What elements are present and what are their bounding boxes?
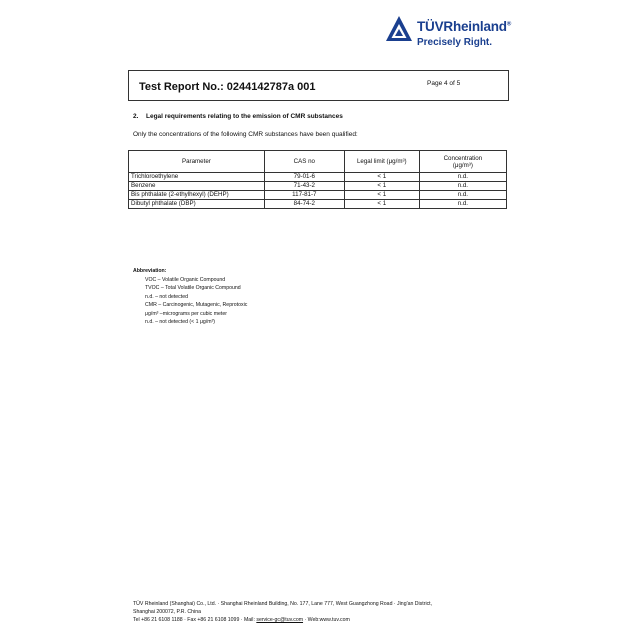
- cell-concentration: n.d.: [419, 191, 506, 200]
- footer-email-link[interactable]: service-gc@tuv.com: [256, 617, 304, 623]
- cmr-substances-table: [128, 150, 507, 209]
- footer-contact: Tel +86 21 6108 1188 · Fax +86 21 6108 1099 · Mail: service-gc@tuv.com · Web:www.tuv.com: [133, 617, 350, 623]
- table-row: [129, 173, 507, 182]
- abbreviation-item: n.d. – not detected: [145, 293, 188, 300]
- header-concentration: Concentration (μg/m³): [419, 151, 506, 173]
- abbreviation-item: VOC – Volatile Organic Compound: [145, 276, 226, 283]
- cell-limit: < 1: [344, 173, 419, 182]
- header-parameter: Parameter: [129, 151, 265, 173]
- triangle-logo-icon: [384, 14, 414, 44]
- section-title: Legal requirements relating to the emission of CMR substances: [146, 113, 343, 120]
- cell-limit: < 1: [344, 200, 419, 209]
- cell-limit: < 1: [344, 182, 419, 191]
- table-row: [129, 191, 507, 200]
- section-number: 2.: [133, 113, 139, 120]
- abbreviations-title: Abbreviation:: [133, 268, 167, 274]
- cell-limit: < 1: [344, 191, 419, 200]
- cell-cas: 117-81-7: [264, 191, 344, 200]
- abbreviations-block: [133, 267, 247, 327]
- cell-parameter: Trichloroethylene: [129, 173, 265, 182]
- page-footer: [133, 600, 432, 624]
- abbreviation-item: TVOC – Total Volatile Organic Compound: [145, 285, 241, 291]
- section-heading: [133, 113, 343, 120]
- table-header-row: [129, 151, 507, 173]
- section-intro: Only the concentrations of the following CMR substances have been qualified:: [133, 131, 358, 138]
- header-legal-limit: Legal limit (μg/m³): [344, 151, 419, 173]
- cell-cas: 84-74-2: [264, 200, 344, 209]
- cell-concentration: n.d.: [419, 173, 506, 182]
- abbreviation-item: CMR – Carcinogenic, Mutagenic, Reprotoxic: [145, 302, 248, 308]
- footer-address: TÜV Rheinland (Shanghai) Co., Ltd. · Shanghai Rheinland Building, No. 177, Lane 777, West Guangzhong Road · Jing'an District,: [133, 601, 433, 607]
- cell-parameter: Dibutyl phthalate (DBP): [129, 200, 265, 209]
- footer-city: Shanghai 200072, P.R. China: [133, 609, 201, 615]
- header-cas: CAS no: [264, 151, 344, 173]
- abbreviations-list: [133, 276, 247, 327]
- report-header-box: [128, 70, 509, 101]
- cell-parameter: Benzene: [129, 182, 265, 191]
- cell-concentration: n.d.: [419, 200, 506, 209]
- page-number: Page 4 of 5: [427, 80, 461, 87]
- abbreviation-item: μg/m³ –micrograms per cubic meter: [145, 310, 227, 317]
- cell-cas: 79-01-6: [264, 173, 344, 182]
- table-row: [129, 182, 507, 191]
- abbreviation-item: n.d. – not detected (< 1 μg/m³): [145, 319, 216, 325]
- cell-concentration: n.d.: [419, 182, 506, 191]
- table-row: [129, 200, 507, 209]
- report-title: Test Report No.: 0244142787a 001: [139, 81, 316, 93]
- brand-name: TÜVRheinland®: [417, 19, 512, 34]
- brand-tagline: Precisely Right.: [417, 37, 493, 48]
- cell-cas: 71-43-2: [264, 182, 344, 191]
- tuv-logo: [384, 14, 534, 54]
- cell-parameter: Bis phthalate (2-ethylhexyl) (DEHP): [129, 191, 265, 200]
